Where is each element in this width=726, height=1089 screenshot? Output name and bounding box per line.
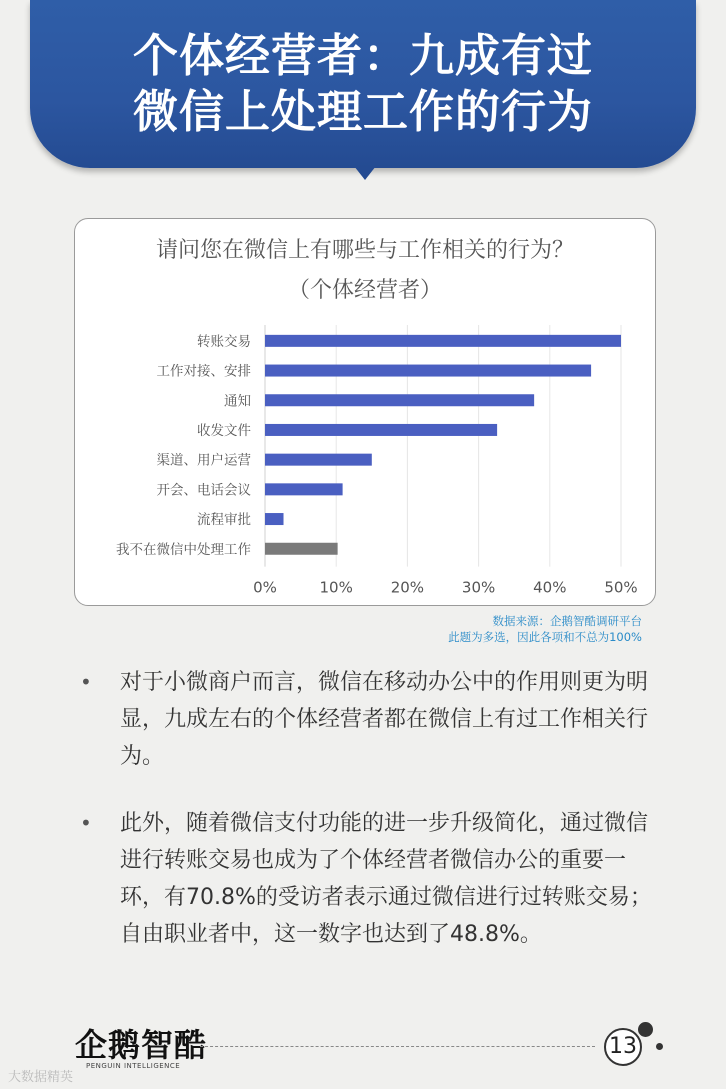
- x-tick-label: 40%: [533, 578, 567, 597]
- chart-title: 请问您在微信上有哪些与工作相关的行为？（个体经营者）: [155, 238, 574, 303]
- category-label: 渠道、用户运营: [156, 452, 251, 469]
- bar: [265, 365, 591, 377]
- logo-subtitle: PENGUIN INTELLIGENCE: [86, 1062, 181, 1070]
- watermark: 大数据精英: [8, 1070, 74, 1085]
- penguin-logo: 企鹅智酷: [75, 1026, 208, 1064]
- page-number: 13: [604, 1028, 642, 1066]
- category-label: 我不在微信中处理工作: [116, 541, 251, 558]
- bar: [265, 543, 338, 555]
- bar-chart: [75, 219, 657, 607]
- source-line-1: 数据来源：企鹅智酷调研平台: [492, 614, 642, 628]
- page-title-line1: 个体经营者：九成有过: [132, 29, 593, 82]
- bullet-item: [80, 805, 670, 953]
- category-label: 转账交易: [197, 333, 251, 350]
- bar: [265, 335, 621, 347]
- bar: [265, 454, 372, 466]
- bullet-list: [80, 664, 670, 983]
- banner-pointer: [354, 166, 376, 180]
- bar: [265, 513, 284, 525]
- category-label: 通知: [224, 393, 251, 410]
- category-label: 工作对接、安排: [156, 363, 251, 380]
- bullet-text: 对于小微商户而言，微信在移动办公中的作用则更为明显，九成左右的个体经营者都在微信上有过工作相关行为。: [120, 670, 649, 769]
- x-tick-label: 0%: [253, 578, 277, 597]
- x-tick-label: 30%: [461, 578, 496, 597]
- bullet-marker: •: [80, 811, 92, 835]
- bullet-item: [80, 664, 670, 775]
- page-title: [30, 28, 696, 140]
- source-note: [448, 613, 642, 645]
- bar: [265, 424, 497, 436]
- page-title-line2: 微信上处理工作的行为: [132, 85, 593, 138]
- bullet-text: 此外，随着微信支付功能的进一步升级简化，通过微信进行转账交易也成为了个体经营者微信办公的重要一环，有70.8%的受访者表示通过微信进行过转账交易；自由职业者中，这一数字也达到了48.8%。: [120, 811, 652, 947]
- source-line-2: 此题为多选，因此各项和不总为100%: [448, 630, 642, 644]
- decor-dot-large: [638, 1022, 653, 1037]
- chart-card: [74, 218, 656, 606]
- bullet-marker: •: [80, 670, 92, 694]
- footer-divider: [200, 1046, 595, 1047]
- x-tick-label: 20%: [390, 578, 425, 597]
- category-label: 流程审批: [197, 512, 251, 529]
- decor-dot-small: [656, 1043, 663, 1050]
- x-tick-label: 10%: [319, 578, 353, 597]
- bar: [265, 394, 534, 406]
- x-tick-label: 50%: [604, 578, 638, 597]
- category-label: 开会、电话会议: [156, 482, 251, 499]
- category-label: 收发文件: [197, 422, 251, 439]
- bar: [265, 483, 343, 495]
